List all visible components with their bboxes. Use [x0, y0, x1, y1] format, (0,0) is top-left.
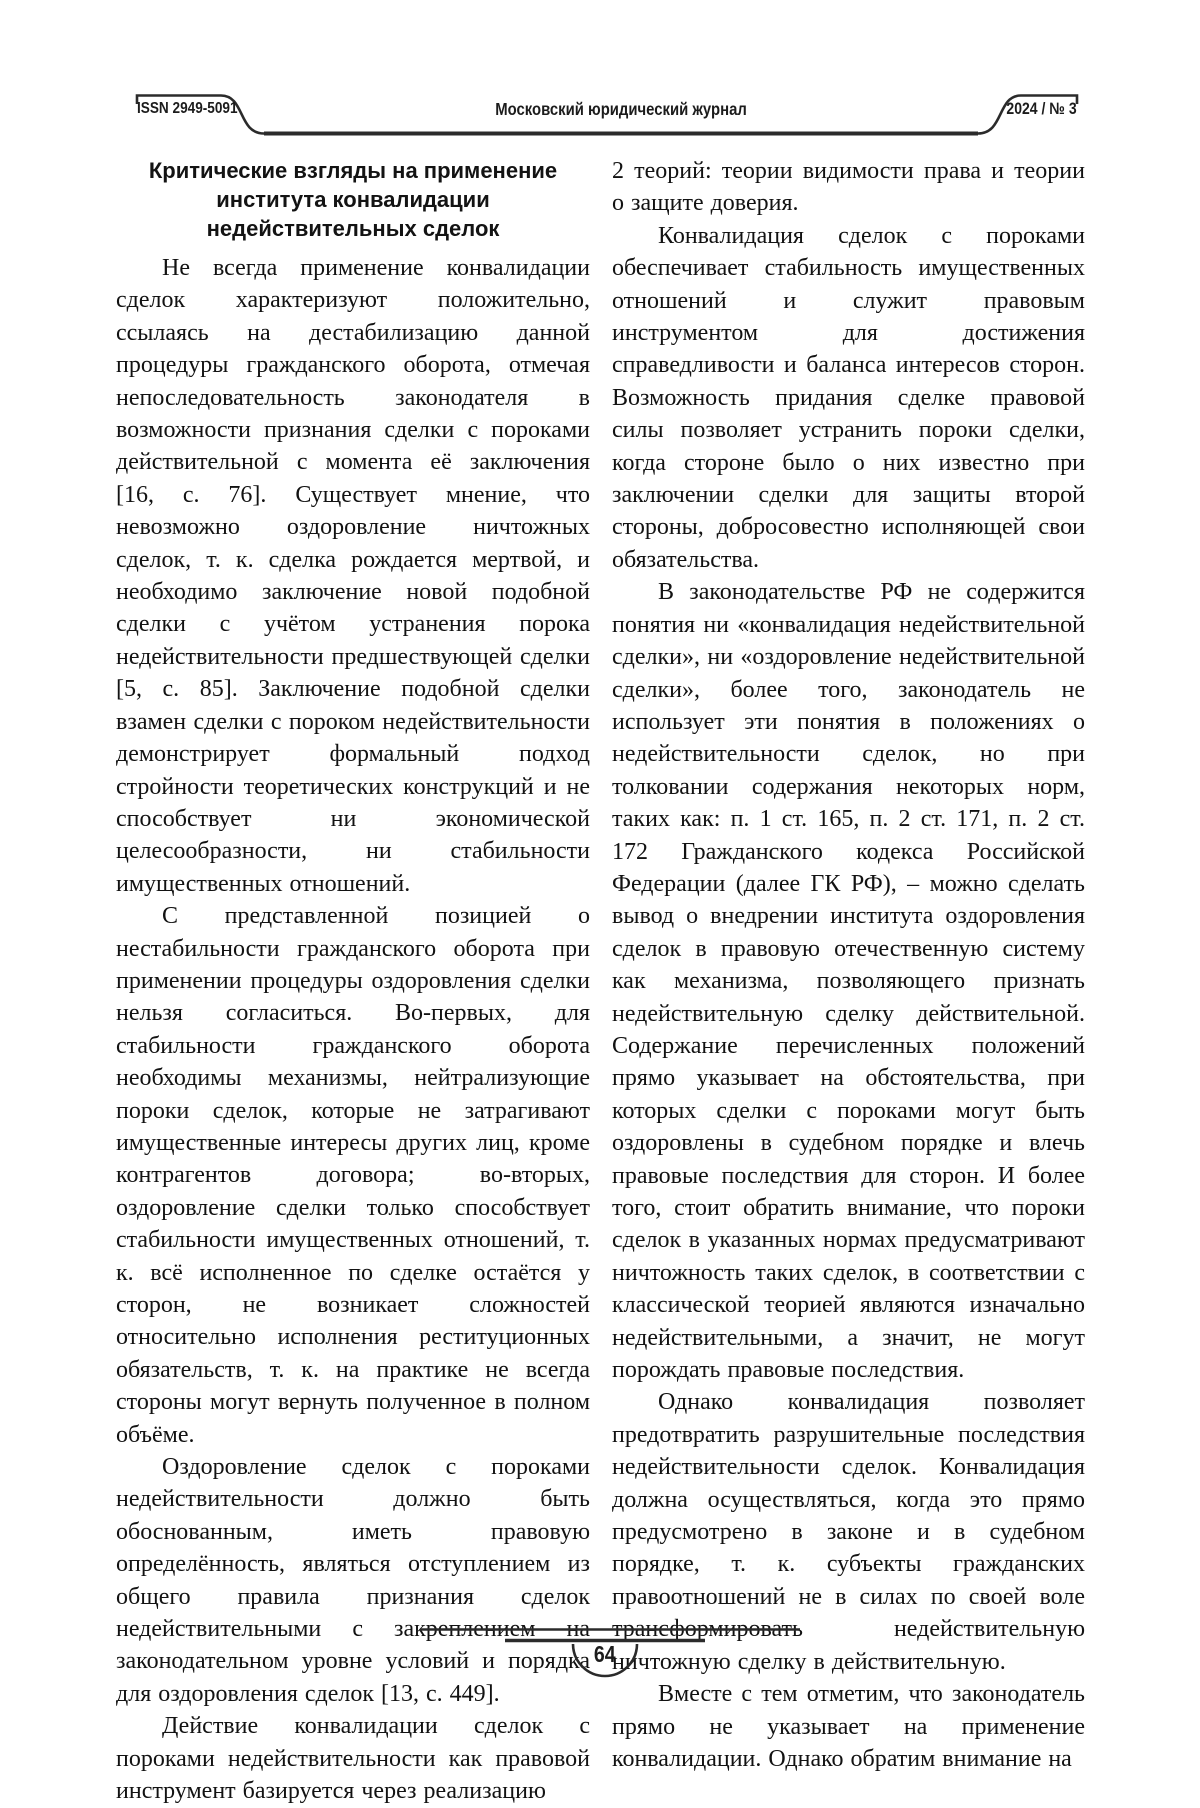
journal-issue [994, 100, 1077, 119]
journal-name [264, 99, 978, 120]
paragraph: Вместе с тем отметим, что законодатель прямо не указывает на применение конвалидации. Однако обратим внимание на [612, 1681, 1085, 1772]
journal-name-text: Московский юридический журнал [495, 99, 747, 119]
right-column [612, 155, 1085, 1775]
journal-issue-text: 2024 / № 3 [1006, 100, 1077, 118]
journal-issn-text: ISSN 2949-5091 [137, 100, 238, 117]
article-title-line-3: недействительных сделок [206, 216, 500, 241]
paragraph: Действие конвалидации сделок с пороками недействительности как правовой инструмент базируется через реализацию [116, 1713, 590, 1805]
article-title-line-2: института конвалидации [216, 187, 490, 212]
article-title-line-1: Критические взгляды на применение [148, 158, 558, 183]
paragraph: Однако конвалидация позволяет предотвратить разрушительные последствия недействительности сделок. Конвалидация должна осуществляться, когда это прямо предусмотрено в законе и в судебном порядке, т. к. субъекты гражданских правоотношений не в силах по своей воле трансформировать недействительную ничтожную сделку в действительную. [612, 1389, 1085, 1675]
article-title [116, 156, 590, 243]
paragraph: Не всегда применение конвалидации сделок характеризуют положительно, ссылаясь на дестабилизацию данной процедуры гражданского оборота, отмечая непоследовательность законодателя в возможности признания сделки с пороками действительной с момента её заключения [16, с. 76]. Существует мнение, что невозможно оздоровление ничтожных сделок, т. к. сделка рождается мертвой, и необходимо заключение новой подобной сделки с учётом устранения порока недействительности предшествующей сделки [5, с. 85]. Заключение подобной сделки взамен сделки с пороком недействительности демонстрирует формальный подход стройности теоретических конструкций и не способствует ни экономической целесообразности, ни стабильности имущественных отношений. [116, 255, 590, 897]
paragraph: С представленной позицией о нестабильности гражданского оборота при применении процедуры оздоровления сделки нельзя согласиться. Во-первых, для стабильности гражданского оборота необходимы механизмы, нейтрализующие пороки сделок, которые не затрагивают имущественные интересы других лиц, кроме контрагентов договора; во-вторых, оздоровление сделки только способствует стабильности имущественных отношений, т. к. всё исполненное по сделке остаётся у сторон, не возникает сложностей относительно исполнения реституционных обязательств, т. к. на практике не всегда стороны могут вернуть полученное в полном объёме. [116, 903, 590, 1448]
journal-issn [137, 100, 255, 118]
paragraph: Конвалидация сделок с пороками обеспечивает стабильность имущественных отношений и служит правовым инструментом для достижения справедливости и баланса интересов сторон. Возможность придания сделке правовой силы позволяет устранить пороки сделки, когда стороне было о них известно при заключении сделки для защиты второй стороны, добросовестно исполняющей свои обязательства. [612, 222, 1085, 573]
page-number [555, 1641, 655, 1668]
paragraph: Оздоровление сделок с пороками недействительности должно быть обоснованным, иметь правовую определённость, являться отступлением из общего правила признания сделок недействительными с закреплением на законодательном уровне условий и порядка для оздоровления сделок [13, с. 449]. [116, 1454, 590, 1707]
header-frame-rule [0, 0, 1200, 170]
page-number-text: 64 [594, 1641, 616, 1667]
left-column [116, 252, 590, 1808]
paragraph: 2 теорий: теории видимости права и теории о защите доверия. [612, 158, 1085, 217]
paragraph: В законодательстве РФ не содержится понятия ни «конвалидация недействительной сделки», ни «оздоровление недействительной сделки», более того, законодатель не использует эти понятия в положениях о недействительности сделок, но при толковании содержания некоторых норм, таких как: п. 1 ст. 165, п. 2 ст. 171, п. 2 ст. 172 Гражданского кодекса Российской Федерации (далее ГК РФ), – можно сделать вывод о внедрении института оздоровления сделок в правовую отечественную систему как механизма, позволяющего признать недействительную сделку действительной. Содержание перечисленных положений прямо указывает на обстоятельства, при которых сделки с пороками могут быть оздоровлены в судебном порядке и влечь правовые последствия для сторон. И более того, стоит обратить внимание, что пороки сделок в указанных нормах предусматривают ничтожность таких сделок, в соответствии с классической теорией являются изначально недействительными, а значит, не могут порождать правовые последствия. [612, 579, 1085, 1384]
